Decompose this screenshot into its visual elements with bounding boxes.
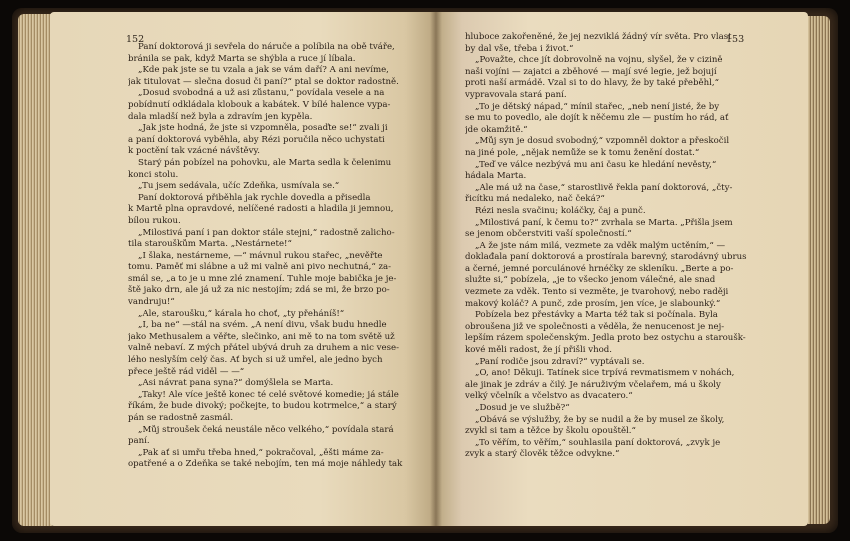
text-line: „Ale má už na čase,“ starostlivě řekla paní doktorová, „čty- [475,182,733,193]
text-line: ště jako drn, ale já už za nic nestojím; zdá se mi, že brzo po- [128,285,390,296]
page-text [128,42,432,471]
text-line: bílou rukou. [128,215,181,226]
text-line: služte si,“ pobízela, „je to všecko jenom válečné, ale snad [465,275,716,286]
text-line: přece ještě rád viděl — —“ [128,366,245,377]
text-line: „To je dětský nápad,“ mínil stařec, „neb není jisté, že by [475,101,720,112]
text-line: „O, ano! Děkuji. Tatínek sice trpívá revmatismem v nohách, [475,368,735,379]
text-line: Paní doktorová přiběhla jak rychle dovedla a přisedla [138,192,371,203]
text-line: Rézi nesla svačinu; koláčky, čaj a punč. [475,205,646,216]
text-line: na jiné pole, „nějak nemůže se k tomu ženění dostat.“ [465,147,700,158]
text-line: „Taky! Ale více ještě konec té celé světové komedie; já stále [138,389,399,400]
text-line: smál se, „a to je u mne zlé znamení. Tuhle moje babička je je- [128,273,397,284]
text-line: vezmete za vděk. Tento si vezměte, je tvarohový, nebo raději [465,287,729,298]
text-line: valně nebaví. Z mých přátel ubývá druh za druhem a nic vese- [128,343,399,354]
text-line: by dal vše, třeba i život.“ [465,43,574,54]
text-line: „A že jste nám milá, vezmete za vděk malým uctěním,“ — [475,240,726,251]
text-line: „Považte, chce jít dobrovolně na vojnu, slyšel, že v cizině [475,55,723,66]
text-line: „Jak jste hodná, že jste si vzpomněla, posaďte se!“ zvali ji [138,123,388,134]
text-line: pobídnutí odkládala klobouk a kabátek. V bílé halence vypa- [128,99,391,110]
text-line: doklađala paní doktorová a prostírala barevný, starodávný ubrus [465,252,747,263]
page-edges-right [806,16,830,524]
text-line: tomu. Paměť mi slábne a už mi valně ani pivo nechutná,“ za- [128,262,392,273]
text-line: obroušena již ve společnosti a věděla, že nenucenost je nej- [465,321,725,332]
text-line: „Paní rodiče jsou zdraví?“ vyptávali se. [475,356,645,367]
text-line: jako Methusalem a věřte, slečinko, ani mě to na tom světě už [128,331,395,342]
text-line: ale jinak je zdráv a čilý. Je náruživým včelařem, má u školy [465,379,721,390]
text-line: velký včelník a včelstvo as dvacatero.“ [465,391,633,402]
text-line: jde okamžitě.“ [465,124,528,135]
text-line: lého neslyším celý čas. Ať bych si už umřel, ale jedno bych [128,355,383,366]
page-number: 152 [126,34,145,45]
text-line: tila starouškům Marta. „Nestárnete!“ [128,239,292,250]
text-line: „Dosud svobodná a už asi zůstanu,“ povídala vesele a na [138,88,385,99]
book-gutter [430,12,442,526]
text-line: řicítku má nedaleko, nač čeká?“ [465,194,605,205]
text-line: „Tu jsem sedávala, učíc Zdeňka, usmívala se.“ [138,181,340,192]
text-line: Starý pán pobízel na pohovku, ale Marta sedla k čelenimu [138,157,392,168]
left-page [50,12,436,526]
text-line: zvykl si tam a těžce by školu opouštěl.“ [465,426,636,437]
text-line: „Pak ať si umřu třeba hned,“ pokračoval, „ěšti máme za- [138,447,384,458]
text-line: „Milostivá paní i pan doktor stále stejni,“ radostně zalicho- [138,227,395,238]
text-line: k poctění tak vzácné návštěvy. [128,146,260,157]
text-line: makový koláč? A punč, zde prosím, jen více, je slabounký.“ [465,298,721,309]
text-line: „Ale, staroušku,“ kárala ho choť, „ty přeháníš!“ [138,308,345,319]
text-line: paní. [128,436,150,447]
text-line: jak titulovat — slečna dosud či paní?“ ptal se doktor radostně. [128,76,399,87]
text-line: konci stolu. [128,169,179,180]
text-line: naši vojíni — zajatci a zběhové — mají své legie, jež bojují [465,66,717,77]
text-line: vandruju!“ [128,297,175,308]
text-line: se mu to povedlo, ale dojít k něčemu zle — pustím ho rád, ať [465,113,729,124]
text-line: pán se radostně zasmál. [128,413,234,423]
text-line: „Můj syn je dosud svobodný,“ vzpomněl doktor a přeskočil [475,136,730,147]
text-line: a černé, jemné porculánové hrnéčky ze skleníku. „Berte a po- [465,263,734,274]
text-line: opatřené a o Zdeňka se také nebojím, ten má moje náhledy tak [128,459,403,470]
text-line: lepším rázem společenským. Jedla proto bez ostychu a staroušk- [465,333,746,344]
text-line: „Dosud je ve službě?“ [475,403,570,413]
text-line: „To věřím, to věřím,“ souhlasila paní doktorová, „zvyk je [475,437,721,448]
page-text [465,32,765,461]
page-edges-left [18,14,52,526]
text-line: bránila se pak, když Marta se shýbla a ruce jí líbala. [128,53,356,64]
text-line: dala mladší než byla a zdravím jen kypěla. [128,111,313,122]
text-line: „Můj stroušek čeká neustále něco velkého,“ povídala stará [138,424,394,435]
text-line: zvyk a starý člověk těžce odvykne.“ [465,449,620,460]
right-page [436,12,808,526]
text-line: hádala Marta. [465,171,527,182]
text-line: proti naší armádě. Vzal si to do hlavy, že by také přeběhl,“ [465,78,719,89]
text-line: hluboce zakořeněné, že jej nezviklá žádný vír světa. Pro vlast [465,32,732,42]
text-line: „Asi návrat pana syna?“ domýšlela se Marta. [138,378,334,389]
text-line: „Teď ve válce nezbývá mu ani času ke hledání nevěsty,“ [475,159,717,170]
page-number: 153 [726,34,745,45]
text-line: „I šlaka, nestárneme, —“ mávnul rukou stařec, „nevěřte [138,250,383,261]
text-line: vypravovala stará paní. [465,89,567,100]
text-line: „Kde pak jste se tu vzala a jak se vám daří? A ani nevíme, [138,65,389,76]
text-line: Pobízela bez přestávky a Marta též tak si počínala. Byla [475,310,718,321]
text-line: „Obává se výslužby, že by se nudil a že by musel ze školy, [475,414,725,425]
text-line: „I, ba ne“ —stál na svém. „A není divu, však budu hnedle [138,320,387,331]
text-line: „Milostivá paní, k čemu to?“ zvrhala se Marta. „Přišla jsem [475,217,733,228]
text-line: Paní doktorová ji sevřela do náruče a políbila na obě tváře, [138,42,395,52]
text-line: a paní doktorová vyběhla, aby Rézi poručila něco uchystati [128,134,385,145]
text-line: kové měli radost, že jí přišli vhod. [465,345,613,356]
text-line: se jenom občerstviti vaší společností.“ [465,229,632,240]
text-line: k Martě plna opravdové, nelíčené radosti a hladila ji jemnou, [128,204,394,215]
text-line: říkám, že bude divoký; počkejte, to budou kotrmelce,“ a starý [128,401,397,412]
